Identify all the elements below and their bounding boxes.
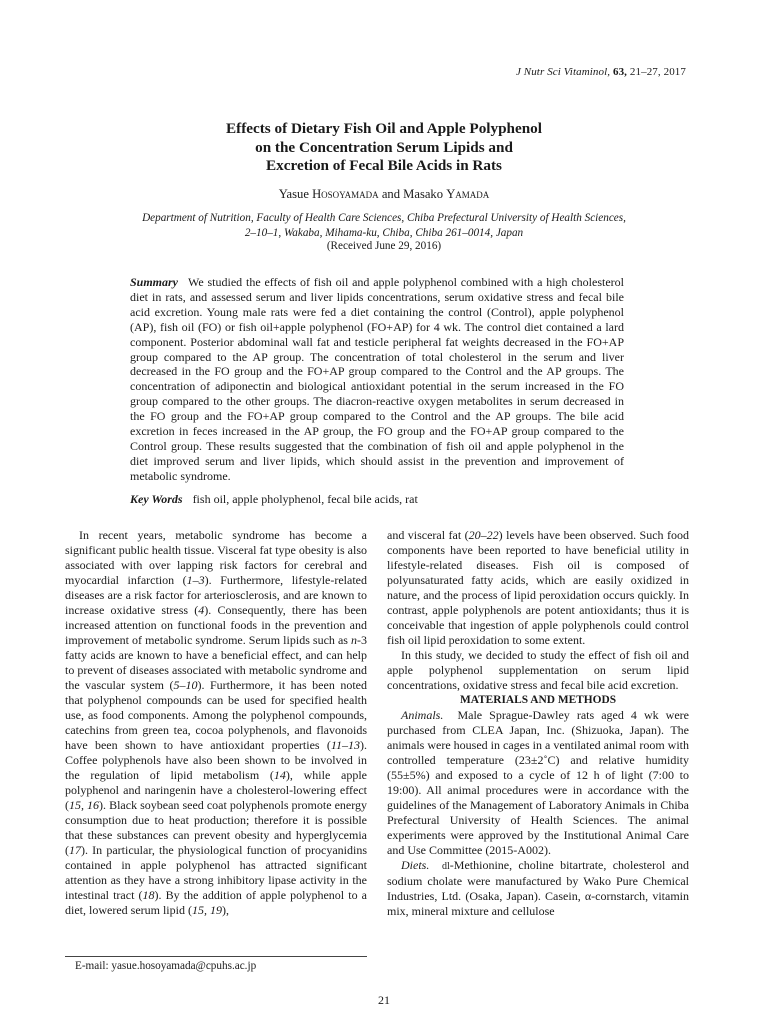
intro-paragraph-3: In this study, we decided to study the effect of fish oil and apple polyphenol supplementation on serum lipid concentrations, oxidative stress and fecal bile acid excretion. bbox=[387, 648, 689, 692]
footnote-email: E-mail: yasue.hosoyamada@cpuhs.ac.jp bbox=[75, 960, 257, 972]
article-title bbox=[0, 120, 768, 176]
abstract-text: We studied the effects of fish oil and apple polyphenol combined with a high cholesterol diet in rats, and assessed serum and liver lipids concentrations, serum oxidative stress and fecal bile acid excretion. Young male rats were fed a diet containing the control (Control), apple polyphenol (AP), fish oil (FO) or fish oil+apple polyphenol (FO+AP) for 4 wk. The control diet contained a lard component. Posterior abdominal wall fat and testicle peripheral fat weights decreased in the FO+AP group compared to the AP group. The concentration of total cholesterol in the serum and liver decreased in the FO group and the FO+AP group compared to the Control and the AP groups. The concentration of adiponectin and biological antioxidant potential in the serum increased in the FO group compared to the other groups. The diacron-reactive oxygen metabolites in serum decreased in the FO group and the FO+AP group compared to the Control and the AP groups. The bile acid excretion in feces increased in the AP group, the FO group and the FO+AP group compared to the Control group. These results suggested that the combination of fish oil and apple polyphenol in the diet improved serum and liver lipids, which should assist in the prevention and improvement of metabolic syndrome. bbox=[130, 275, 624, 483]
title-line-2: on the Concentration Serum Lipids and bbox=[255, 138, 513, 156]
abstract-label: Summary bbox=[130, 275, 179, 289]
text-run: ). By the addition of apple polyphenol to a diet, lowered serum lipid ( bbox=[65, 888, 368, 917]
diets-runin-label: Diets. bbox=[401, 858, 430, 872]
citation-ref: 20–22 bbox=[468, 528, 499, 542]
italic-n: n bbox=[351, 633, 357, 647]
footnote-divider bbox=[65, 956, 367, 957]
text-run: ), while apple polyphenol and naringenin have a cholesterol-lowering effect ( bbox=[65, 768, 367, 812]
text-run: -Methionine, choline bitartrate, cholesterol and sodium cholate were manufactured by Wako Pure Chemical Industries, Ltd. (Osaka, Japan). Casein, α-cornstarch, vitamin mix, mineral mixture and cellulose bbox=[387, 858, 690, 918]
author-2-last: Yamada bbox=[446, 187, 490, 201]
citation-ref: 14 bbox=[273, 768, 286, 782]
animals-runin-label: Animals. bbox=[401, 708, 444, 722]
citation-ref: 1–3 bbox=[186, 573, 205, 587]
text-run: In recent years, metabolic syndrome has become a significant public health tissue. Visceral fat type obesity is also associated with over lapping risk factors for cerebral and myocardial infarction ( bbox=[65, 528, 367, 587]
affiliation-line-1: Department of Nutrition, Faculty of Health Care Sciences, Chiba Prefectural University of Health Sciences, bbox=[142, 212, 626, 224]
journal-citation bbox=[516, 66, 686, 78]
section-heading: MATERIALS AND METHODS bbox=[459, 694, 617, 706]
text-run: ). Black soybean seed coat polyphenols promote energy consumption due to heat production; therefore it is possible that these substances can prevent obesity and hyperglycemia ( bbox=[65, 798, 368, 857]
citation-ref: 5–10 bbox=[173, 678, 198, 692]
author-1-last: Hosoyamada bbox=[312, 187, 379, 201]
author-2-first: Masako bbox=[403, 187, 447, 201]
animals-paragraph bbox=[387, 708, 689, 858]
citation-ref: 15, 16 bbox=[69, 798, 100, 812]
text-run: ). In particular, the physiological function of procyanidins contained in apple polyphenol has attracted significant attention as they have a strong inhibitory lipase activity in the intestinal tract ( bbox=[65, 843, 367, 902]
keywords-text: fish oil, apple pholyphenol, fecal bile acids, rat bbox=[192, 492, 418, 506]
journal-volume: 63, bbox=[612, 66, 628, 78]
affiliation-line-2: 2–10–1, Wakaba, Mihama-ku, Chiba, Chiba 261–0014, Japan bbox=[244, 227, 524, 239]
citation-ref: 15, 19 bbox=[191, 903, 222, 917]
dl-prefix: dl bbox=[442, 861, 450, 872]
keywords bbox=[130, 492, 624, 507]
text-run: and visceral fat ( bbox=[387, 528, 469, 542]
keywords-label: Key Words bbox=[130, 492, 183, 506]
author-1-first: Yasue bbox=[278, 187, 313, 201]
citation-ref: 17 bbox=[69, 843, 81, 857]
title-line-1: Effects of Dietary Fish Oil and Apple Polyphenol bbox=[226, 120, 542, 137]
author-and: and bbox=[378, 187, 404, 201]
citation-ref: 11–13 bbox=[330, 738, 360, 752]
journal-name: J Nutr Sci Vitaminol, bbox=[515, 66, 611, 78]
citation-ref: 18 bbox=[142, 888, 155, 902]
author-list bbox=[0, 187, 768, 202]
text-run: ). Furthermore, lifestyle-related diseases are a risk factor for arteriosclerosis, and are known to increase oxidative stress ( bbox=[65, 573, 367, 617]
body-column-left bbox=[65, 528, 367, 918]
body-column-right bbox=[387, 528, 689, 919]
page-number: 21 bbox=[378, 993, 390, 1007]
text-run: ). Coffee polyphenols have also been shown to be involved in the regulation of lipid metabolism ( bbox=[65, 738, 367, 782]
text-run: ). Consequently, there has been increased attention on functional foods in the prevention and improvement of metabolic syndrome. Serum lipids such as bbox=[65, 603, 367, 647]
abstract bbox=[130, 275, 624, 484]
text-run: ) levels have been observed. Such food components have been reported to have beneficial utility in lifestyle-related diseases. Fish oil is composed of polyunsaturated fatty acids, which are easily oxidized in nature, and the process of lipid peroxidation occurs quickly. In contrast, apple polyphenols are potent antioxidants; thus it is conceivable that ingestion of apple polyphenols could control fish oil lipid peroxidation to some extent. bbox=[387, 528, 689, 647]
text-run: -3 fatty acids are known to have a beneficial effect, and can help to prevent of diseases associated with metabolic syndrome and the vascular system ( bbox=[65, 633, 367, 692]
text-run: ). Furthermore, it has been noted that polyphenol compounds can be used for specified health use, as food components. Among the polyphenol compounds, catechins from green tea, cocoa polyphenols, and flavonoids have been shown to have antioxidant properties ( bbox=[65, 678, 367, 752]
text-run: Male Sprague-Dawley rats aged 4 wk were purchased from CLEA Japan, Inc. (Shizuoka, Japan). The animals were housed in cages in a ventilated animal room with controlled temperature (23±2˚C) and relative humidity (55±5%) and exposed to a cycle of 12 h of light (7:00 to 19:00). All animal procedures were in accordance with the guidelines of the Management of Laboratory Animals in Chiba Prefectural University of Health Sciences. The animal experiments were approved by the Institutional Animal Care and Use Committee (2015-A002). bbox=[387, 708, 689, 857]
text-run: ), bbox=[221, 903, 229, 917]
diets-paragraph bbox=[387, 858, 689, 919]
received-date: (Received June 29, 2016) bbox=[326, 240, 442, 252]
journal-pages: 21–27, 2017 bbox=[629, 66, 686, 78]
intro-paragraph-1 bbox=[65, 528, 367, 918]
title-line-3: Excretion of Fecal Bile Acids in Rats bbox=[266, 157, 502, 174]
affiliation bbox=[0, 211, 768, 241]
citation-ref: 4 bbox=[198, 603, 205, 617]
intro-paragraph-2 bbox=[387, 528, 689, 648]
